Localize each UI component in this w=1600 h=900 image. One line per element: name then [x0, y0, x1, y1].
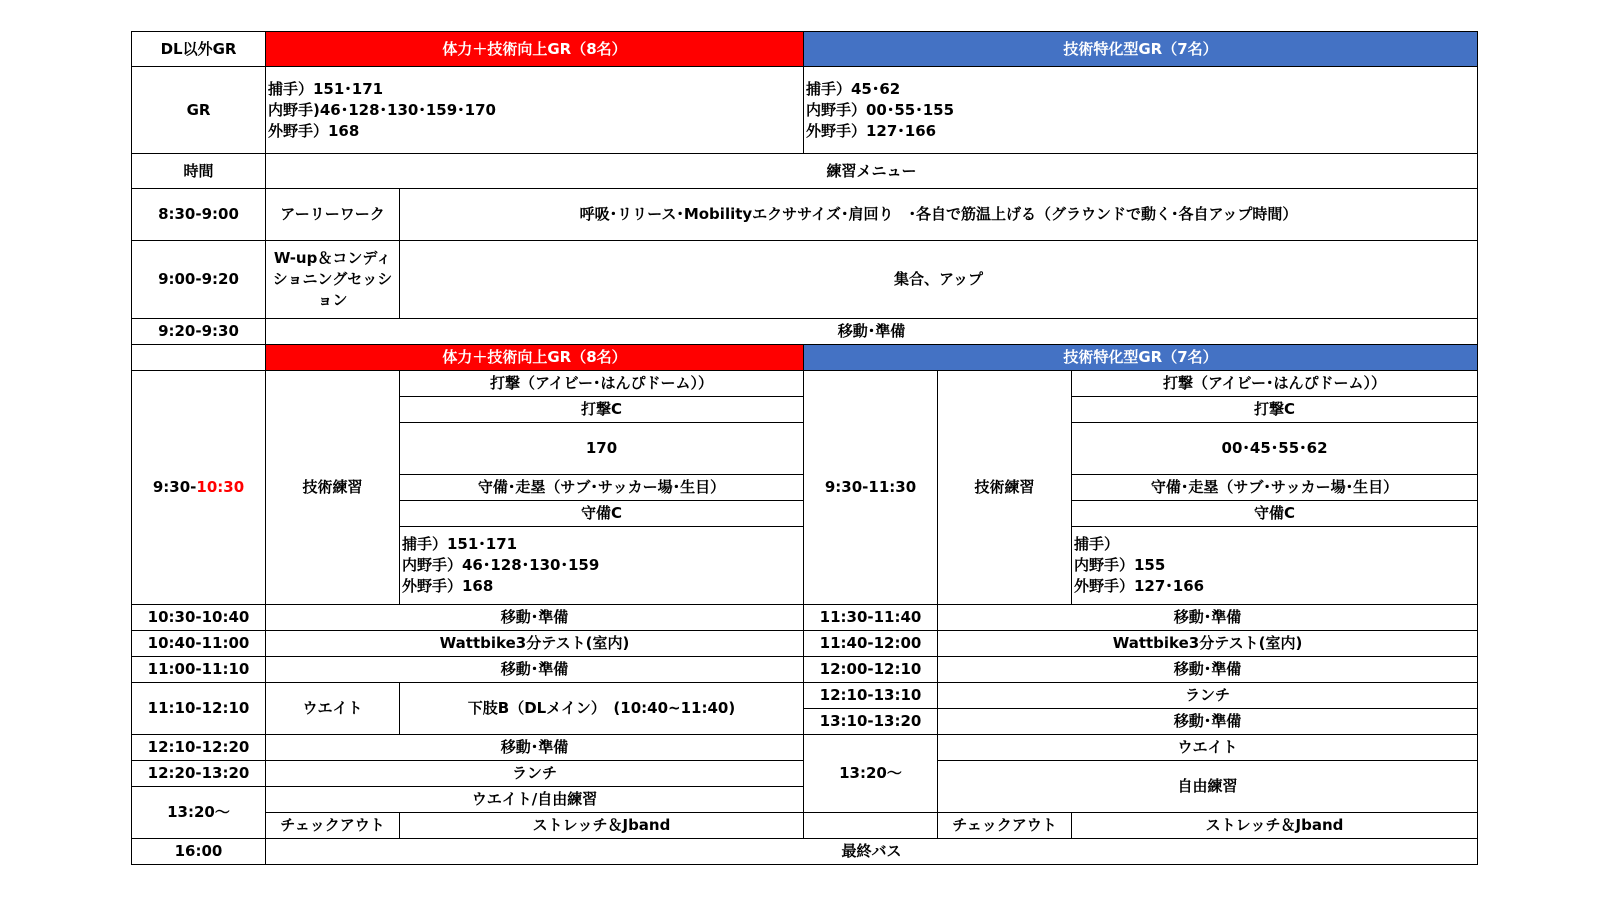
warmup-row	[132, 241, 1478, 319]
skill-b-batting-coach: 打撃C	[1072, 397, 1478, 423]
final-content: 最終バス	[266, 839, 1478, 865]
gr-group-b-members	[804, 67, 1478, 154]
warmup-time: 9:00-9:20	[132, 241, 266, 319]
a-time-2: 10:40-11:00	[132, 631, 266, 657]
early-work-row	[132, 189, 1478, 241]
early-content: 呼吸･リリース･Mobilityエクササイズ･肩回り ･各自で筋温上げる（グラウンドで動く･各自アップ時間）	[400, 189, 1478, 241]
gr-label: GR	[132, 67, 266, 154]
gr-row	[132, 67, 1478, 154]
skill-b-defense-coach: 守備C	[1072, 501, 1478, 527]
b-content-2: Wattbike3分テスト(室内)	[938, 631, 1478, 657]
gr-a-catcher: 捕手）151･171	[268, 79, 384, 98]
a-time-6: 12:10-12:20	[132, 735, 266, 761]
a-time-8: 13:20～	[132, 787, 266, 839]
a-time-7: 12:20-13:20	[132, 761, 266, 787]
skill-b-batting: 打撃（アイビー･はんぴドーム））	[1072, 371, 1478, 397]
skill-a-time-end: 10:30	[196, 478, 245, 496]
skill-a-batting-coach: 打撃C	[400, 397, 804, 423]
early-time: 8:30-9:00	[132, 189, 266, 241]
sched-row-1	[132, 605, 1478, 631]
warmup-content: 集合、アップ	[400, 241, 1478, 319]
skill-b-infield: 内野手）155	[1074, 556, 1166, 574]
gr-b-infield: 内野手）00･55･155	[806, 100, 955, 119]
a-time-1: 10:30-10:40	[132, 605, 266, 631]
skill-a-defense-players	[400, 527, 804, 605]
sched-row-4	[132, 683, 1478, 709]
skill-b-defense: 守備･走塁（サブ･サッカー場･生目）	[1072, 475, 1478, 501]
move-content: 移動･準備	[266, 319, 1478, 345]
skill-a-batting-players: 170	[400, 423, 804, 475]
skill-b-time: 9:30-11:30	[804, 371, 938, 605]
skill-a-defense: 守備･走塁（サブ･サッカー場･生目）	[400, 475, 804, 501]
skill-a-time	[132, 371, 266, 605]
b-content-3: 移動･準備	[938, 657, 1478, 683]
b-time-1: 11:30-11:40	[804, 605, 938, 631]
a-content-7: ランチ	[266, 761, 804, 787]
b-time-3: 12:00-12:10	[804, 657, 938, 683]
warmup-label: W-up＆コンディショニングセッション	[266, 241, 400, 319]
menu-label: 練習メニュー	[266, 154, 1478, 189]
a-time-4: 11:10-12:10	[132, 683, 266, 735]
move-time: 9:20-9:30	[132, 319, 266, 345]
skill-b-catcher: 捕手）	[1074, 535, 1120, 553]
b-content-1: 移動･準備	[938, 605, 1478, 631]
b-checkout: チェックアウト	[938, 813, 1072, 839]
final-row	[132, 839, 1478, 865]
b-time-5: 13:10-13:20	[804, 709, 938, 735]
group-a-header: 体力＋技術向上GR（8名）	[266, 32, 804, 67]
schedule-table	[131, 31, 1478, 865]
skill-a-defense-coach: 守備C	[400, 501, 804, 527]
skill-a-outfield: 外野手）168	[402, 577, 494, 595]
split-group-a-header: 体力＋技術向上GR（8名）	[266, 345, 804, 371]
gr-group-a-members	[266, 67, 804, 154]
b-time-6: 13:20～	[804, 735, 938, 813]
a-label-4: ウエイト	[266, 683, 400, 735]
skill-a-catcher: 捕手）151･171	[402, 535, 518, 553]
b-content-6: ウエイト	[938, 735, 1478, 761]
split-group-b-header: 技術特化型GR（7名）	[804, 345, 1478, 371]
split-header-row	[132, 345, 1478, 371]
a-content-2: Wattbike3分テスト(室内)	[266, 631, 804, 657]
sched-row-6	[132, 735, 1478, 761]
final-time: 16:00	[132, 839, 266, 865]
group-b-header: 技術特化型GR（7名）	[804, 32, 1478, 67]
skill-a-time-start: 9:30-	[152, 478, 197, 496]
a-checkout: チェックアウト	[266, 813, 400, 839]
a-content-3: 移動･準備	[266, 657, 804, 683]
time-menu-row	[132, 154, 1478, 189]
gr-b-catcher: 捕手）45･62	[806, 79, 901, 98]
b-content-4: ランチ	[938, 683, 1478, 709]
b-stretch: ストレッチ＆Jband	[1072, 813, 1478, 839]
b-time-2: 11:40-12:00	[804, 631, 938, 657]
a-content-6: 移動･準備	[266, 735, 804, 761]
sched-row-2	[132, 631, 1478, 657]
b-content-7: 自由練習	[938, 761, 1478, 813]
gr-a-infield: 内野手)46･128･130･159･170	[268, 100, 496, 119]
header-row	[132, 32, 1478, 67]
a-content-1: 移動･準備	[266, 605, 804, 631]
early-label: アーリーワーク	[266, 189, 400, 241]
sched-row-3	[132, 657, 1478, 683]
gr-b-outfield: 外野手）127･166	[806, 121, 937, 140]
move-row	[132, 319, 1478, 345]
split-header-empty	[132, 345, 266, 371]
a-content-8: ウエイト/自由練習	[266, 787, 804, 813]
skill-a-label: 技術練習	[266, 371, 400, 605]
time-label: 時間	[132, 154, 266, 189]
skill-row-1	[132, 371, 1478, 397]
skill-b-defense-players	[1072, 527, 1478, 605]
skill-b-outfield: 外野手）127･166	[1074, 577, 1205, 595]
a-content-4: 下肢B（DLメイン） (10:40~11:40)	[400, 683, 804, 735]
a-time-3: 11:00-11:10	[132, 657, 266, 683]
gr-a-outfield: 外野手）168	[268, 121, 360, 140]
corner-cell: DL以外GR	[132, 32, 266, 67]
b-content-5: 移動･準備	[938, 709, 1478, 735]
skill-b-label: 技術練習	[938, 371, 1072, 605]
sched-row-9	[132, 813, 1478, 839]
a-stretch: ストレッチ＆Jband	[400, 813, 804, 839]
skill-b-batting-players: 00･45･55･62	[1072, 423, 1478, 475]
b-empty	[804, 813, 938, 839]
b-time-4: 12:10-13:10	[804, 683, 938, 709]
skill-a-batting: 打撃（アイビー･はんぴドーム））	[400, 371, 804, 397]
skill-a-infield: 内野手）46･128･130･159	[402, 556, 600, 574]
